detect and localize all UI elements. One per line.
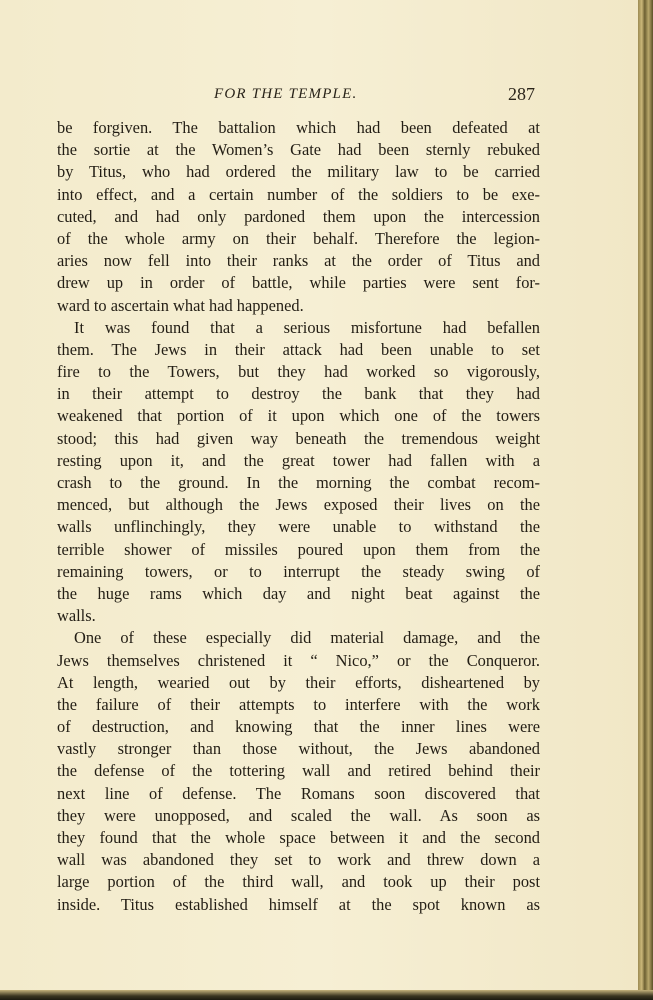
body-text — [57, 117, 540, 916]
text-line: Jews themselves christened it “ Nico,” or the Conqueror. — [57, 650, 540, 670]
text-line: the huge rams which day and night beat against the — [57, 583, 540, 603]
text-line: At length, wearied out by their efforts, disheartened by — [57, 672, 540, 692]
text-line: It was found that a serious misfortune had befallen — [74, 317, 540, 337]
text-line: aries now fell into their ranks at the order of Titus and — [57, 251, 540, 271]
text-line: wall was abandoned they set to work and threw down a — [57, 850, 540, 870]
page-edge-bottom — [0, 990, 653, 1000]
text-line: One of these especially did material damage, and the — [74, 628, 540, 648]
text-line: they were unopposed, and scaled the wall. As soon as — [57, 805, 540, 825]
text-line: the failure of their attempts to interfere with the work — [57, 694, 540, 714]
text-line: they found that the whole space between it and the second — [57, 828, 540, 847]
text-line: inside. Titus established himself at the spot known as — [57, 894, 540, 914]
text-line: walls. — [57, 606, 96, 626]
page-edge-right — [638, 0, 653, 1000]
text-line: menced, but although the Jews exposed their lives on the — [57, 495, 540, 515]
text-line: large portion of the third wall, and took up their post — [57, 872, 540, 892]
text-line: fire to the Towers, but they had worked so vigorously, — [57, 362, 540, 382]
text-line: into effect, and a certain number of the soldiers to be exe- — [57, 184, 540, 204]
running-head: FOR THE TEMPLE. — [214, 86, 358, 102]
text-line: vastly stronger than those without, the Jews abandoned — [57, 739, 540, 759]
text-line: resting upon it, and the great tower had fallen with a — [57, 450, 540, 470]
text-line: the defense of the tottering wall and retired behind their — [57, 761, 540, 781]
text-line: stood; this had given way beneath the tremendous weight — [57, 428, 540, 448]
text-line: by Titus, who had ordered the military law to be carried — [57, 162, 540, 182]
text-line: the sortie at the Women’s Gate had been sternly rebuked — [57, 140, 540, 160]
text-line: drew up in order of battle, while parties were sent for- — [57, 273, 540, 293]
page-header — [0, 86, 638, 110]
text-line: them. The Jews in their attack had been unable to set — [57, 339, 540, 359]
text-line: of destruction, and knowing that the inner lines were — [57, 717, 540, 737]
text-line: remaining towers, or to interrupt the steady swing of — [57, 561, 540, 581]
text-line: next line of defense. The Romans soon discovered that — [57, 783, 540, 803]
text-line: be forgiven. The battalion which had been defeated at — [57, 118, 540, 137]
text-line: in their attempt to destroy the bank that they had — [57, 384, 540, 404]
text-line: crash to the ground. In the morning the combat recom- — [57, 473, 540, 492]
text-line: walls unflinchingly, they were unable to withstand the — [57, 517, 540, 537]
text-line: weakened that portion of it upon which one of the towers — [57, 406, 540, 426]
text-line: of the whole army on their behalf. Therefore the legion- — [57, 228, 540, 248]
text-line: cuted, and had only pardoned them upon the intercession — [57, 206, 540, 226]
page-number: 287 — [508, 84, 535, 104]
text-line: terrible shower of missiles poured upon them from the — [57, 539, 540, 559]
text-line: ward to ascertain what had happened. — [57, 295, 304, 315]
